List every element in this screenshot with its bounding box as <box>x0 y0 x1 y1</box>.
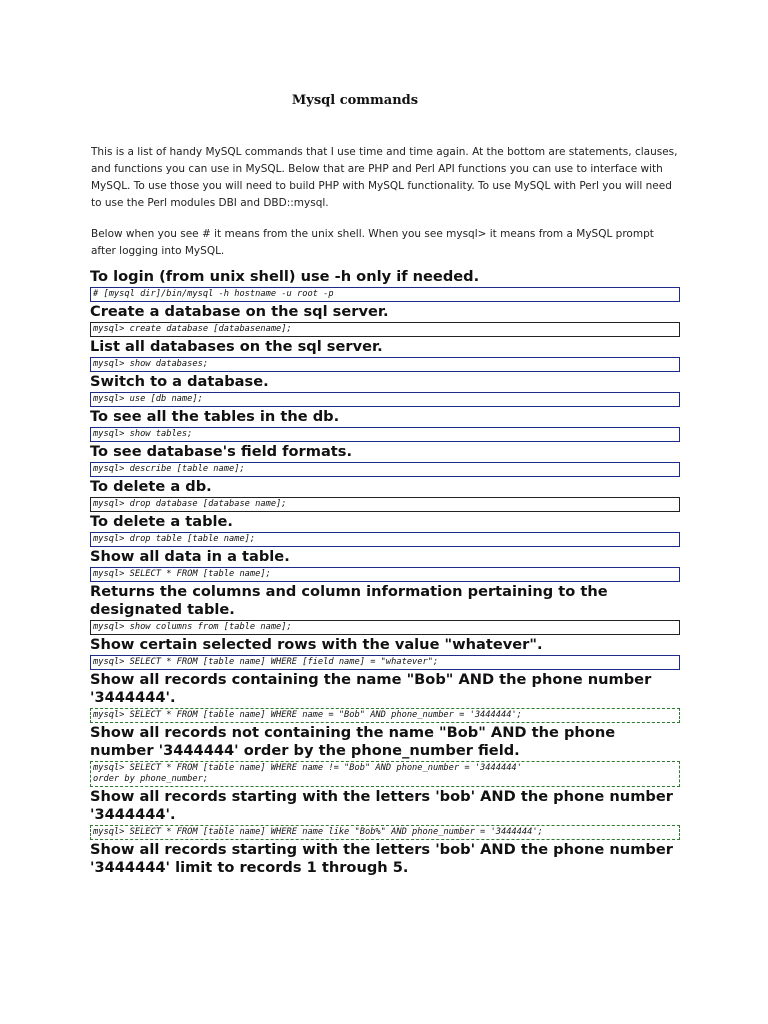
command-box: mysql> show tables; <box>90 427 680 442</box>
section <box>90 303 680 337</box>
intro-paragraph: This is a list of handy MySQL commands that I use time and time again. At the bottom are statements, clauses, and functions you can use in MySQL. Below that are PHP and Perl API functions you can use to interface with MySQL. To use those you will need to build PHP with MySQL functionality. To use MySQL with Perl you will need to use the Perl modules DBI and DBD::mysql. <box>91 146 678 209</box>
section-heading: Show all records not containing the name "Bob" AND the phone number '3444444' order by the phone_number field. <box>90 724 616 759</box>
command-box: mysql> use [db name]; <box>90 392 680 407</box>
section-heading: To see all the tables in the db. <box>90 408 340 425</box>
section <box>90 338 680 372</box>
page-title: Mysql commands <box>291 93 419 108</box>
section <box>90 671 680 723</box>
command-box: mysql> drop table [table name]; <box>90 532 680 547</box>
command-box: mysql> describe [table name]; <box>90 462 680 477</box>
section-heading: Show all records starting with the letters 'bob' AND the phone number '3444444'. <box>90 788 673 823</box>
section <box>90 268 680 302</box>
section <box>90 513 680 547</box>
section-heading: Switch to a database. <box>90 373 269 390</box>
note-paragraph: Below when you see # it means from the unix shell. When you see mysql> it means from a MySQL prompt after logging into MySQL. <box>91 228 654 257</box>
section-heading: Show all records containing the name "Bob" AND the phone number '3444444'. <box>90 671 652 706</box>
section <box>90 583 680 635</box>
section-heading: Create a database on the sql server. <box>90 303 389 320</box>
command-box: mysql> SELECT * FROM [table name] WHERE name != "Bob" AND phone_number = '3444444' order by phone_number; <box>90 761 680 787</box>
section <box>90 724 680 787</box>
command-box: mysql> show databases; <box>90 357 680 372</box>
section-heading: Show all records starting with the letters 'bob' AND the phone number '3444444' limit to records 1 through 5. <box>90 841 673 876</box>
command-box: mysql> SELECT * FROM [table name] WHERE name like "Bob%" AND phone_number = '3444444'; <box>90 825 680 840</box>
section <box>90 373 680 407</box>
section-heading: To see database's field formats. <box>90 443 352 460</box>
command-box: mysql> SELECT * FROM [table name] WHERE name = "Bob" AND phone_number = '3444444'; <box>90 708 680 723</box>
section <box>90 788 680 840</box>
section-heading: List all databases on the sql server. <box>90 338 383 355</box>
section <box>90 636 680 670</box>
command-box: mysql> show columns from [table name]; <box>90 620 680 635</box>
section-heading: To login (from unix shell) use -h only if needed. <box>90 268 480 285</box>
command-box: # [mysql dir]/bin/mysql -h hostname -u root -p <box>90 287 680 302</box>
section <box>90 408 680 442</box>
section <box>90 443 680 477</box>
command-list <box>90 268 680 877</box>
section-heading: Show all data in a table. <box>90 548 290 565</box>
section-heading: Returns the columns and column information pertaining to the designated table. <box>90 583 608 618</box>
command-box: mysql> drop database [database name]; <box>90 497 680 512</box>
section-heading: Show certain selected rows with the value "whatever". <box>90 636 543 653</box>
section <box>90 478 680 512</box>
section-heading: To delete a db. <box>90 478 212 495</box>
command-box: mysql> SELECT * FROM [table name] WHERE [field name] = "whatever"; <box>90 655 680 670</box>
section <box>90 841 680 877</box>
command-box: mysql> SELECT * FROM [table name]; <box>90 567 680 582</box>
section <box>90 548 680 582</box>
command-box: mysql> create database [databasename]; <box>90 322 680 337</box>
section-heading: To delete a table. <box>90 513 233 530</box>
